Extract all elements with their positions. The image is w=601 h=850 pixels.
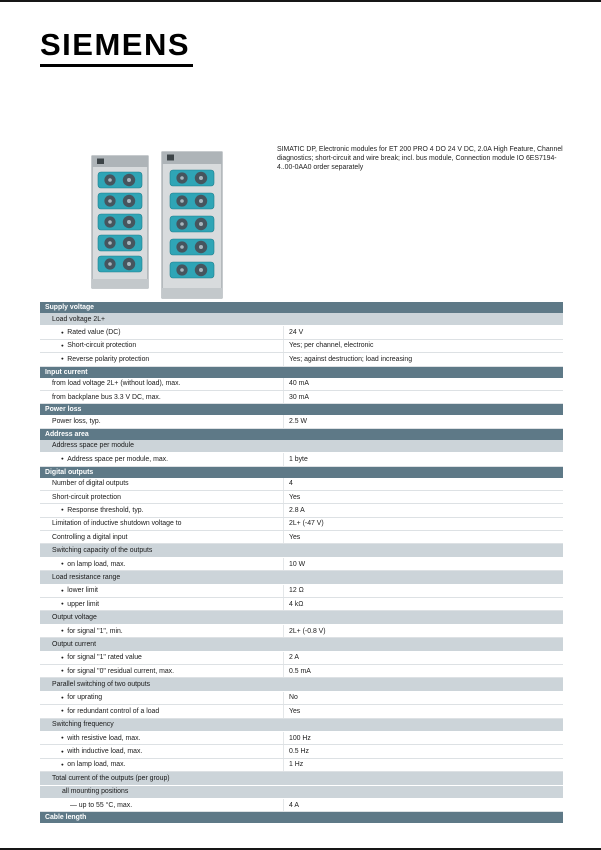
subsection-title: all mounting positions xyxy=(62,788,129,796)
spec-label: from load voltage 2L+ (without load), max. xyxy=(52,380,181,388)
bullet-icon: ● xyxy=(61,654,64,660)
spec-value: 0.5 Hz xyxy=(283,745,563,757)
product-description: SIMATIC DP, Electronic modules for ET 200 PRO 4 DO 24 V DC, 2.0A High Feature, Channel diagnostics; short-circuit and wire break; incl. bus module, Connection module IO 6ES7194-4..00-0AA0 order separately xyxy=(277,146,563,172)
subsection-header-output-voltage xyxy=(40,611,563,624)
section-header-input-current xyxy=(40,367,563,378)
spec-row-lower-limit xyxy=(40,585,563,598)
spec-row-reverse-polarity-protection xyxy=(40,353,563,366)
section-header-digital-outputs xyxy=(40,467,563,478)
subsection-title: Load voltage 2L+ xyxy=(52,315,106,323)
bullet-icon: ● xyxy=(61,694,64,700)
spec-value: Yes xyxy=(283,705,563,717)
spec-table xyxy=(40,302,563,823)
spec-value: 4 xyxy=(283,478,563,490)
bullet-icon: ● xyxy=(61,761,64,767)
spec-value: 2L+ (-47 V) xyxy=(283,518,563,530)
spec-label: ● Address space per module, max. xyxy=(61,455,169,463)
subsection-header-total-current-of-the-outputs-per-group xyxy=(40,772,563,785)
subsection-title: Switching frequency xyxy=(52,721,114,729)
bullet-icon: ● xyxy=(61,587,64,593)
spec-value: 2.5 W xyxy=(283,415,563,427)
spec-value: 1 Hz xyxy=(283,759,563,771)
bullet-icon: ● xyxy=(61,601,64,607)
subsection-header-switching-frequency xyxy=(40,719,563,732)
module-left xyxy=(92,156,148,288)
section-header-supply-voltage xyxy=(40,302,563,313)
spec-label: ● for signal "0" residual current, max. xyxy=(61,667,175,675)
spec-label: ● with resistive load, max. xyxy=(61,734,141,742)
spec-value: Yes; against destruction; load increasing xyxy=(283,353,563,365)
spec-value: 100 Hz xyxy=(283,732,563,744)
module-right xyxy=(162,152,222,298)
spec-label: ● with inductive load, max. xyxy=(61,748,143,756)
spec-value: 2.8 A xyxy=(283,504,563,516)
spec-row-for-signal-0-residual-current-max xyxy=(40,665,563,678)
product-image xyxy=(86,148,278,308)
spec-row-number-of-digital-outputs xyxy=(40,478,563,491)
spec-value: 4 kΩ xyxy=(283,598,563,610)
spec-row-with-inductive-load-max xyxy=(40,745,563,758)
spec-value: 4 A xyxy=(283,799,563,811)
spec-row-upper-limit xyxy=(40,598,563,611)
spec-row-for-uprating xyxy=(40,692,563,705)
spec-label: Limitation of inductive shutdown voltage to xyxy=(52,520,182,528)
section-title: Power loss xyxy=(45,406,82,414)
section-title: Input current xyxy=(45,368,88,376)
subsection-title: Address space per module xyxy=(52,442,134,450)
spec-value: 24 V xyxy=(283,326,563,338)
spec-label: ● for signal "1", min. xyxy=(61,627,123,635)
spec-value: Yes xyxy=(283,491,563,503)
section-header-power-loss xyxy=(40,404,563,415)
subsection-header-all-mounting-positions xyxy=(40,786,563,799)
section-header-cable-length xyxy=(40,812,563,823)
spec-row-from-load-voltage-2l-without-load-max xyxy=(40,378,563,391)
spec-label: ● for redundant control of a load xyxy=(61,707,160,715)
subsection-title: Parallel switching of two outputs xyxy=(52,681,151,689)
subsection-title: Load resistance range xyxy=(52,573,121,581)
spec-value: 12 Ω xyxy=(283,585,563,597)
bullet-icon: ● xyxy=(61,356,64,362)
subsection-header-switching-capacity-of-the-outputs xyxy=(40,544,563,557)
spec-label: — up to 55 °C, max. xyxy=(70,801,133,809)
spec-label: Controlling a digital input xyxy=(52,533,128,541)
spec-label: ● for signal "1" rated value xyxy=(61,654,142,662)
bullet-icon: ● xyxy=(61,329,64,335)
spec-label: ● Response threshold, typ. xyxy=(61,506,144,514)
spec-row-for-signal-1-rated-value xyxy=(40,652,563,665)
spec-value: 10 W xyxy=(283,558,563,570)
subsection-header-load-voltage-2l xyxy=(40,313,563,326)
spec-value: 2 A xyxy=(283,652,563,664)
spec-label: ● upper limit xyxy=(61,600,100,608)
section-header-address-area xyxy=(40,429,563,440)
spec-label: Power loss, typ. xyxy=(52,418,101,426)
spec-row-limitation-of-inductive-shutdown-voltage-to xyxy=(40,518,563,531)
spec-row-address-space-per-module-max xyxy=(40,453,563,466)
spec-label: ● on lamp load, max. xyxy=(61,761,126,769)
section-title: Supply voltage xyxy=(45,304,95,311)
spec-row-rated-value-dc xyxy=(40,326,563,339)
spec-label: ● on lamp load, max. xyxy=(61,560,126,568)
bullet-icon: ● xyxy=(61,748,64,754)
spec-value: 2L+ (-0.8 V) xyxy=(283,625,563,637)
bullet-icon: ● xyxy=(61,628,64,633)
spec-row-controlling-a-digital-input xyxy=(40,531,563,544)
spec-value: 40 mA xyxy=(283,378,563,390)
spec-label: ● Reverse polarity protection xyxy=(61,355,150,363)
bullet-icon: ● xyxy=(61,668,64,674)
product-photo xyxy=(86,148,278,303)
section-title: Address area xyxy=(45,430,89,438)
subsection-header-address-space-per-module xyxy=(40,440,563,453)
spec-label: ● Rated value (DC) xyxy=(61,329,121,337)
subsection-title: Switching capacity of the outputs xyxy=(52,547,153,555)
spec-row-for-redundant-control-of-a-load xyxy=(40,705,563,718)
spec-row-up-to-55-c-max xyxy=(40,799,563,812)
spec-value: 30 mA xyxy=(283,391,563,403)
spec-label: ● lower limit xyxy=(61,587,98,595)
subsection-header-parallel-switching-of-two-outputs xyxy=(40,678,563,691)
spec-row-response-threshold-typ xyxy=(40,504,563,517)
spec-row-short-circuit-protection xyxy=(40,491,563,504)
spec-row-short-circuit-protection xyxy=(40,340,563,353)
spec-label: Short-circuit protection xyxy=(52,493,121,501)
spec-value: Yes; per channel, electronic xyxy=(283,340,563,352)
bullet-icon: ● xyxy=(61,561,64,567)
spec-row-on-lamp-load-max xyxy=(40,558,563,571)
section-title: Cable length xyxy=(45,814,87,822)
spec-label: from backplane bus 3.3 V DC, max. xyxy=(52,393,161,401)
spec-value: No xyxy=(283,692,563,704)
spec-value: 0.5 mA xyxy=(283,665,563,677)
subsection-header-output-current xyxy=(40,638,563,651)
spec-row-for-signal-1-min xyxy=(40,625,563,638)
subsection-title: Output voltage xyxy=(52,614,97,622)
subsection-title: Output current xyxy=(52,640,97,648)
siemens-logo: SIEMENS xyxy=(40,28,193,67)
subsection-title: Total current of the outputs (per group) xyxy=(52,774,170,782)
bullet-icon: ● xyxy=(61,342,64,348)
spec-label: ● Short-circuit protection xyxy=(61,342,137,350)
spec-label: ● for uprating xyxy=(61,694,103,702)
spec-value: 1 byte xyxy=(283,453,563,465)
bullet-icon: ● xyxy=(61,735,64,741)
spec-row-from-backplane-bus-3-3-v-dc-max xyxy=(40,391,563,404)
bullet-icon: ● xyxy=(61,507,64,513)
bullet-icon: ● xyxy=(61,708,64,714)
spec-row-on-lamp-load-max xyxy=(40,759,563,772)
spec-label: Number of digital outputs xyxy=(52,480,129,488)
spec-value: Yes xyxy=(283,531,563,543)
spec-row-with-resistive-load-max xyxy=(40,732,563,745)
section-title: Digital outputs xyxy=(45,468,94,476)
spec-row-power-loss-typ xyxy=(40,415,563,428)
bullet-icon: ● xyxy=(61,456,64,462)
subsection-header-load-resistance-range xyxy=(40,571,563,584)
